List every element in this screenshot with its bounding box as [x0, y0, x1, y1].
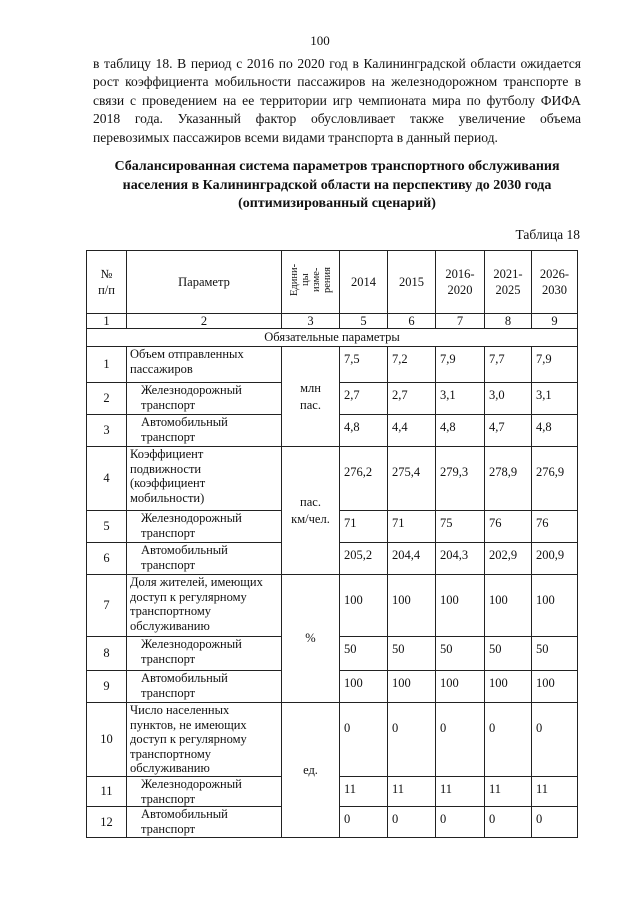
unit-cell: млн пас. [282, 347, 340, 447]
value-cell: 100 [436, 671, 485, 703]
table-row [87, 575, 578, 637]
table-label: Таблица 18 [515, 227, 580, 242]
value-cell: 100 [340, 671, 388, 703]
row-parameter: Автомобильный транспорт [127, 671, 282, 703]
value-cell: 275,4 [388, 447, 436, 511]
row-number: 3 [87, 415, 127, 447]
index-cell: 2 [127, 314, 282, 329]
header-param: Параметр [127, 251, 282, 314]
row-number: 11 [87, 777, 127, 807]
value-cell: 7,7 [485, 347, 532, 383]
value-cell: 11 [532, 777, 578, 807]
value-cell: 100 [485, 671, 532, 703]
value-cell: 4,8 [436, 415, 485, 447]
row-number: 8 [87, 637, 127, 671]
row-parameter: Число населенных пунктов, не имеющих доступ к регулярному транспортному обслуживанию [127, 703, 282, 777]
value-cell: 4,8 [340, 415, 388, 447]
value-cell: 3,1 [436, 383, 485, 415]
heading-line-3: (оптимизированный сценарий) [238, 196, 436, 211]
row-parameter: Автомобильный транспорт [127, 807, 282, 838]
value-cell: 204,3 [436, 543, 485, 575]
value-cell: 4,8 [532, 415, 578, 447]
value-cell: 7,9 [436, 347, 485, 383]
page-number: 100 [310, 33, 330, 48]
index-cell: 8 [485, 314, 532, 329]
value-cell: 205,2 [340, 543, 388, 575]
parameters-table [86, 250, 578, 838]
row-number: 2 [87, 383, 127, 415]
header-2014: 2014 [340, 251, 388, 314]
index-cell: 5 [340, 314, 388, 329]
header-2021-2025: 2021- 2025 [485, 251, 532, 314]
row-parameter: Автомобильный транспорт [127, 543, 282, 575]
row-number: 4 [87, 447, 127, 511]
header-row [87, 251, 578, 314]
unit-cell: % [282, 575, 340, 703]
value-cell: 100 [340, 575, 388, 637]
value-cell: 0 [485, 807, 532, 838]
row-parameter: Железнодорожный транспорт [127, 777, 282, 807]
section-row [87, 329, 578, 347]
value-cell: 50 [340, 637, 388, 671]
value-cell: 71 [340, 511, 388, 543]
value-cell: 11 [436, 777, 485, 807]
value-cell: 100 [532, 575, 578, 637]
unit-cell: ед. [282, 703, 340, 838]
value-cell: 0 [532, 703, 578, 777]
header-unit: Едини- цы изме- рения [282, 251, 340, 314]
value-cell: 7,2 [388, 347, 436, 383]
value-cell: 0 [340, 703, 388, 777]
value-cell: 76 [532, 511, 578, 543]
heading-line-2: населения в Калининградской области на перспективу до 2030 года [122, 177, 552, 193]
index-cell: 9 [532, 314, 578, 329]
value-cell: 3,1 [532, 383, 578, 415]
row-parameter: Железнодорожный транспорт [127, 511, 282, 543]
value-cell: 76 [485, 511, 532, 543]
value-cell: 7,9 [532, 347, 578, 383]
value-cell: 200,9 [532, 543, 578, 575]
value-cell: 276,9 [532, 447, 578, 511]
value-cell: 0 [436, 807, 485, 838]
value-cell: 0 [340, 807, 388, 838]
row-number: 5 [87, 511, 127, 543]
value-cell: 11 [485, 777, 532, 807]
index-cell: 3 [282, 314, 340, 329]
row-parameter: Железнодорожный транспорт [127, 637, 282, 671]
header-2015: 2015 [388, 251, 436, 314]
value-cell: 279,3 [436, 447, 485, 511]
value-cell: 0 [388, 703, 436, 777]
value-cell: 100 [388, 575, 436, 637]
row-parameter: Доля жителей, имеющих доступ к регулярному транспортному обслуживанию [127, 575, 282, 637]
row-parameter: Коэффициент подвижности (коэффициент мобильности) [127, 447, 282, 511]
value-cell: 202,9 [485, 543, 532, 575]
intro-paragraph: в таблицу 18. В период с 2016 по 2020 год в Калининградской области ожидается рост коэффициента мобильности пассажиров на железнодорожном транспорте в связи с проведением на ее территории игр чемпионата мира по футболу ФИФА 2018 года. Указанный фактор обусловливает также увеличение объема перевозимых пассажиров всеми видами транспорта в данный период. [93, 56, 581, 145]
index-row [87, 314, 578, 329]
value-cell: 278,9 [485, 447, 532, 511]
row-number: 7 [87, 575, 127, 637]
row-parameter: Автомобильный транспорт [127, 415, 282, 447]
value-cell: 204,4 [388, 543, 436, 575]
value-cell: 50 [388, 637, 436, 671]
value-cell: 0 [436, 703, 485, 777]
value-cell: 0 [388, 807, 436, 838]
unit-cell: пас. км/чел. [282, 447, 340, 575]
table-row [87, 447, 578, 511]
row-parameter: Железнодорожный транспорт [127, 383, 282, 415]
header-2026-2030: 2026- 2030 [532, 251, 578, 314]
value-cell: 0 [532, 807, 578, 838]
table-heading [93, 158, 581, 214]
value-cell: 100 [388, 671, 436, 703]
value-cell: 100 [436, 575, 485, 637]
value-cell: 71 [388, 511, 436, 543]
value-cell: 2,7 [388, 383, 436, 415]
row-parameter: Объем отправленных пассажиров [127, 347, 282, 383]
value-cell: 276,2 [340, 447, 388, 511]
heading-line-1: Сбалансированная система параметров транспортного обслуживания [114, 159, 560, 174]
value-cell: 100 [532, 671, 578, 703]
index-cell: 7 [436, 314, 485, 329]
value-cell: 50 [532, 637, 578, 671]
row-number: 12 [87, 807, 127, 838]
row-number: 9 [87, 671, 127, 703]
value-cell: 2,7 [340, 383, 388, 415]
row-number: 6 [87, 543, 127, 575]
header-num: № п/п [87, 251, 127, 314]
value-cell: 11 [388, 777, 436, 807]
value-cell: 11 [340, 777, 388, 807]
section-title: Обязательные параметры [87, 329, 578, 347]
row-number: 10 [87, 703, 127, 777]
header-2016-2020: 2016- 2020 [436, 251, 485, 314]
value-cell: 50 [436, 637, 485, 671]
value-cell: 75 [436, 511, 485, 543]
value-cell: 3,0 [485, 383, 532, 415]
index-cell: 1 [87, 314, 127, 329]
value-cell: 50 [485, 637, 532, 671]
value-cell: 4,7 [485, 415, 532, 447]
row-number: 1 [87, 347, 127, 383]
value-cell: 7,5 [340, 347, 388, 383]
value-cell: 4,4 [388, 415, 436, 447]
value-cell: 100 [485, 575, 532, 637]
table-row [87, 347, 578, 383]
value-cell: 0 [485, 703, 532, 777]
index-cell: 6 [388, 314, 436, 329]
table-row [87, 703, 578, 777]
